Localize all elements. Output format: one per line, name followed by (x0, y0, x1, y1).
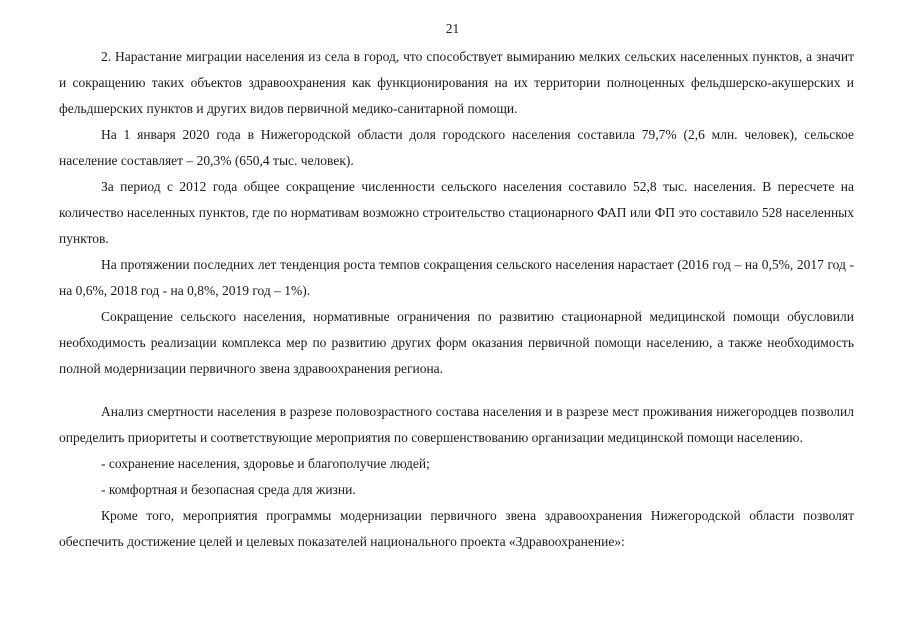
list-item-environment: - комфортная и безопасная среда для жизни. (101, 482, 356, 497)
paragraph-migration: 2. Нарастание миграции населения из села в город, что способствует вымиранию мелких сельских населенных пунктов, а значит и сокращению таких объектов здравоохранения как функционирования на их территории полноценных фельдшерско-акушерских и фельдшерских пунктов и других видов первичной медико-санитарной помощи. (59, 49, 854, 116)
document-body (59, 44, 854, 555)
paragraph-national-project: Кроме того, мероприятия программы модернизации первичного звена здравоохранения Нижегородской области позволят обеспечить достижение целей и целевых показателей национального проекта «Здравоохранение»: (59, 508, 854, 549)
paragraph-gap (59, 382, 854, 399)
paragraph-decline-trend: На протяжении последних лет тенденция роста темпов сокращения сельского населения нарастает (2016 год – на 0,5%, 2017 год - на 0,6%, 2018 год - на 0,8%, 2019 год – 1%). (59, 257, 854, 298)
paragraph-mortality-analysis: Анализ смертности населения в разрезе половозрастного состава населения и в разрезе мест проживания нижегородцев позволил определить приоритеты и соответствующие мероприятия по совершенствованию организации медицинской помощи населению. (59, 404, 854, 445)
list-item-population: - сохранение населения, здоровье и благополучие людей; (101, 456, 430, 471)
page-number: 21 (445, 21, 460, 36)
paragraph-modernization-need: Сокращение сельского населения, нормативные ограничения по развитию стационарной медицинской помощи обусловили необходимость реализации комплекса мер по развитию других форм оказания первичной помощи населению, а также необходимость полной модернизации первичного звена здравоохранения региона. (59, 309, 854, 376)
paragraph-urban-share: На 1 января 2020 года в Нижегородской области доля городского населения составила 79,7% (2,6 млн. человек), сельское население составляет – 20,3% (650,4 тыс. человек). (59, 127, 854, 168)
paragraph-rural-decline: За период с 2012 года общее сокращение численности сельского населения составило 52,8 тыс. населения. В пересчете на количество населенных пунктов, где по нормативам возможно строительство стационарного ФАП или ФП это составило 528 населенных пунктов. (59, 179, 854, 246)
